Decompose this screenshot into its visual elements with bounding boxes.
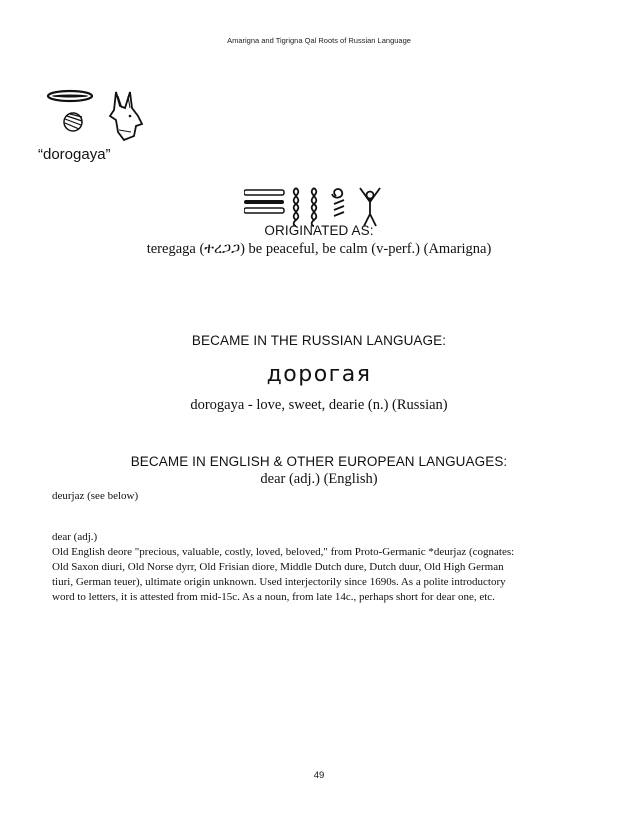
etymology-line: Old Saxon diuri, Old Norse dyrr, Old Frisian diore, Middle Dutch dure, Dutch duur, Old High German (52, 561, 504, 573)
hieroglyph-man-raised-arms-icon (360, 188, 380, 226)
hieroglyph-jackal-head-icon (110, 92, 142, 140)
russian-heading: BECAME IN THE RUSSIAN LANGUAGE: (191, 333, 447, 348)
etymology-block (52, 530, 588, 605)
russian-word: дорогая (266, 362, 372, 387)
see-below-note: deurjaz (see below) (52, 490, 139, 502)
hieroglyph-twisted-rope-icon (294, 188, 317, 226)
origin-definition: teregaga (ተረጋጋ) be peaceful, be calm (v-perf.) (Amarigna) (146, 241, 492, 257)
hieroglyph-quail-line-icon (244, 190, 284, 213)
etymology-line: tiuri, German teuer), ultimate origin unknown. Used interjectorily since 1690s. As a polite introductory (52, 576, 506, 588)
russian-definition: dorogaya - love, sweet, dearie (n.) (Russian) (190, 397, 448, 413)
hieroglyph-group-middle (244, 186, 394, 228)
english-definition: dear (adj.) (English) (260, 471, 378, 487)
originated-heading: ORIGINATED AS: (264, 223, 374, 238)
etymology-line: Old English deore "precious, valuable, costly, loved, beloved," from Proto-Germanic *deurjaz (cognates: (52, 546, 515, 558)
etymology-line: word to letters, it is attested from mid-15c. As a noun, from late 14c., perhaps short for dear one, etc. (52, 591, 495, 603)
page-number: 49 (313, 770, 325, 781)
etymology-term: dear (adj.) (52, 531, 98, 543)
hieroglyph-placenta-icon (64, 113, 82, 131)
running-header: Amarigna and Tigrigna Qal Roots of Russian Language (227, 36, 411, 45)
hieroglyph-group-top (46, 86, 156, 142)
european-heading: BECAME IN ENGLISH & OTHER EUROPEAN LANGUAGES: (130, 454, 508, 469)
hieroglyph-mouth-icon (48, 91, 92, 101)
hieroglyph-vine-icon (332, 189, 344, 216)
transliteration-dorogaya: “dorogaya” (38, 146, 111, 163)
